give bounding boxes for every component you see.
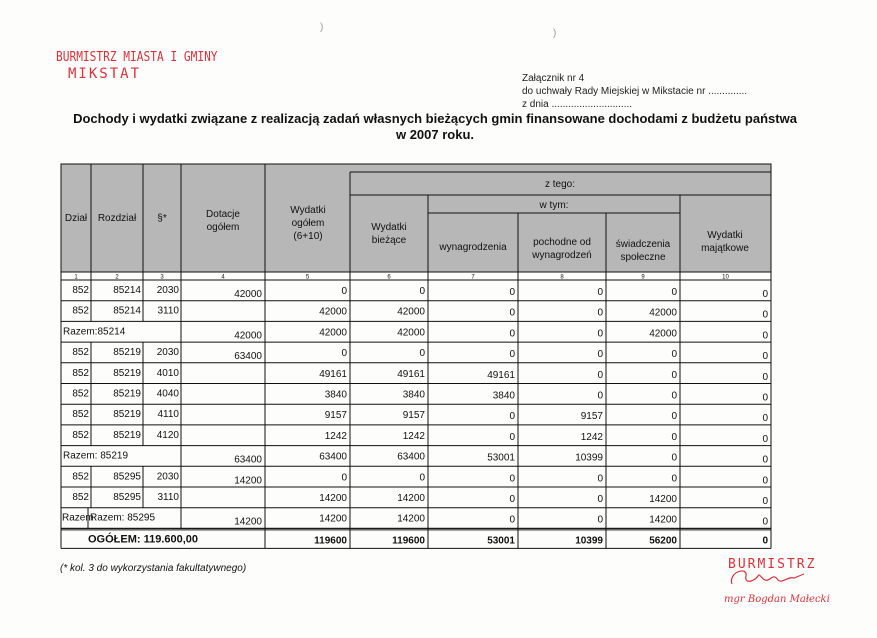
header-rozdzial: Rozdział — [97, 213, 137, 224]
cell-c9: 0 — [671, 287, 677, 298]
cell-c9: 0 — [671, 431, 677, 443]
cell-c8: 0 — [597, 473, 603, 485]
column-number: 6 — [387, 274, 391, 281]
cell-c9: 14200 — [649, 494, 677, 505]
cell-rozdzial: 85214 — [113, 305, 141, 317]
cell-dzial: 852 — [72, 285, 89, 296]
total-c8: 10399 — [575, 535, 603, 547]
title-line-1: Dochody i wydatki związane z realizacją zadań własnych bieżących gmin finansowane dochodami z budżetu państwa — [73, 111, 797, 126]
cell-c9: 0 — [671, 452, 677, 464]
total-c7: 53001 — [487, 535, 515, 547]
stamp-line-1: BURMISTRZ MIASTA I GMINY — [56, 50, 218, 65]
stamp-line-2: MIKSTAT — [68, 66, 142, 82]
stamp-bottom-line-2: mgr Bogdan Małecki — [724, 594, 830, 605]
cell-rozdzial: 85295 — [113, 492, 141, 503]
column-number: 7 — [471, 274, 475, 281]
header-w-tym: w tym: — [539, 200, 569, 211]
column-number: 5 — [305, 274, 310, 281]
cell-c9: 0 — [671, 349, 677, 361]
column-number: 2 — [115, 274, 119, 281]
cell-c10: 0 — [762, 496, 768, 507]
cell-c6: 42000 — [397, 327, 425, 339]
scan-mark: ) — [553, 28, 557, 39]
cell-c6: 0 — [419, 286, 425, 297]
cell-paragraf: 4010 — [156, 367, 179, 379]
header-biezace-2: bieżące — [371, 235, 407, 246]
cell-c5: 49161 — [319, 368, 347, 380]
header-z-tego: z tego: — [544, 179, 576, 190]
cell-c5: 9157 — [324, 410, 347, 422]
cell-paragraf: 4040 — [156, 388, 179, 400]
cell-c4: 63400 — [234, 351, 262, 363]
column-number: 10 — [722, 274, 729, 281]
cell-c8: 0 — [597, 307, 603, 319]
cell-c10: 0 — [762, 392, 768, 404]
cell-dzial: 852 — [72, 429, 89, 441]
cell-c8: 0 — [597, 328, 603, 340]
cell-c5: 63400 — [319, 451, 347, 463]
total-c9: 56200 — [649, 535, 677, 547]
column-number: 9 — [641, 274, 645, 281]
cell-c7: 0 — [509, 349, 515, 361]
body-values — [62, 275, 768, 547]
cell-c10: 0 — [762, 309, 768, 321]
column-number: 8 — [560, 274, 564, 281]
cell-c7: 0 — [509, 287, 515, 298]
header-dzial: Dział — [64, 213, 88, 224]
stamp-bottom-line-1: BURMISTRZ — [728, 557, 817, 572]
cell-dzial: 852 — [72, 347, 89, 359]
column-number: 4 — [221, 274, 225, 281]
cell-c8: 10399 — [575, 452, 603, 464]
header-wynagrodzenia: wynagrodzenia — [439, 242, 507, 253]
cell-c5: 1242 — [324, 430, 347, 442]
cell-c8: 0 — [597, 514, 603, 526]
header-biezace: Wydatki — [371, 222, 407, 233]
cell-paragraf: 4110 — [157, 409, 179, 421]
header-dotacje-2: ogółem — [206, 222, 240, 233]
cell-c5: 42000 — [319, 306, 347, 318]
column-number: 3 — [160, 274, 164, 281]
cell-c6: 0 — [419, 472, 425, 484]
cell-c7: 0 — [509, 307, 515, 319]
cell-c9: 0 — [671, 473, 677, 485]
total-c5: 119600 — [314, 535, 347, 547]
cell-c10: 0 — [762, 413, 768, 425]
cell-c5: 42000 — [319, 327, 347, 339]
cell-c8: 9157 — [580, 411, 603, 423]
cell-dzial: 852 — [72, 305, 89, 317]
cell-c4: 42000 — [234, 289, 262, 300]
cell-razem-label: Razem: 85295 — [90, 512, 156, 524]
header-wydatki: Wydatki — [290, 205, 326, 216]
cell-paragraf: 4120 — [156, 429, 179, 441]
cell-c9: 0 — [671, 411, 677, 423]
cell-c4: 14200 — [234, 516, 262, 528]
total-c10: 0 — [762, 535, 768, 547]
cell-c9: 0 — [671, 369, 677, 381]
header-dotacje: Dotacje — [206, 209, 240, 220]
cell-razem-label: Razem: 85219 — [63, 450, 129, 462]
cell-c7: 0 — [509, 494, 515, 505]
total-c6: 119600 — [392, 535, 425, 547]
cell-c6: 14200 — [397, 493, 425, 504]
cell-c6: 42000 — [397, 306, 425, 318]
cell-c4: 42000 — [234, 330, 262, 342]
cell-paragraf: 2030 — [156, 471, 179, 483]
cell-c8: 0 — [597, 349, 603, 361]
header-swiadczenia: świadczenia — [615, 239, 671, 250]
cell-c5: 0 — [341, 286, 347, 297]
cell-dzial: 852 — [72, 409, 89, 421]
cell-c7: 53001 — [487, 452, 515, 464]
cell-c7: 0 — [509, 431, 515, 443]
cell-rozdzial: 85219 — [113, 347, 141, 359]
cell-c5: 0 — [341, 348, 347, 360]
annex-line-1: Załącznik nr 4 — [522, 73, 585, 84]
cell-c10: 0 — [762, 516, 768, 528]
cell-c9: 14200 — [649, 514, 677, 526]
cell-dzial: 852 — [72, 492, 89, 503]
header-swiadczenia-2: społeczne — [620, 252, 666, 263]
scan-mark: ) — [320, 22, 324, 33]
cell-c8: 0 — [597, 287, 603, 298]
cell-rozdzial: 85219 — [113, 388, 141, 400]
cell-c7: 0 — [509, 328, 515, 340]
header-wydatki-2: ogółem — [291, 218, 325, 229]
cell-c8: 0 — [597, 390, 603, 402]
cell-c5: 14200 — [319, 493, 347, 504]
cell-paragraf: 3110 — [157, 492, 179, 503]
cell-rozdzial: 85219 — [113, 367, 141, 379]
header-majatkowe: Wydatki — [707, 230, 743, 241]
header-pochodne: pochodne od — [533, 237, 591, 248]
cell-paragraf: 2030 — [156, 285, 179, 296]
cell-paragraf: 2030 — [156, 347, 179, 359]
cell-razem-label: Razem:85214 — [63, 326, 126, 338]
cell-c6: 14200 — [397, 513, 425, 525]
cell-c4: 63400 — [234, 454, 262, 466]
cell-c6: 63400 — [397, 451, 425, 463]
cell-paragraf: 3110 — [157, 305, 179, 317]
header-majatkowe-2: majątkowe — [701, 243, 749, 254]
annex-line-2: do uchwały Rady Miejskiej w Mikstacie nr .............. — [522, 86, 748, 97]
cell-dzial: 852 — [72, 388, 89, 400]
cell-c9: 42000 — [649, 328, 677, 340]
cell-c8: 0 — [597, 369, 603, 381]
header-paragraf: §* — [157, 213, 167, 224]
cell-c6: 0 — [419, 348, 425, 360]
cell-c10: 0 — [762, 475, 768, 487]
cell-c9: 0 — [671, 390, 677, 402]
cell-c10: 0 — [762, 433, 768, 445]
cell-c10: 0 — [762, 371, 768, 383]
cell-c6: 49161 — [397, 368, 425, 380]
total-label: OGÓŁEM: 119.600,00 — [87, 533, 199, 546]
header-pochodne-2: wynagrodzeń — [532, 250, 592, 261]
title-line-2: w 2007 roku. — [395, 127, 475, 142]
cell-c6: 9157 — [402, 410, 425, 422]
cell-c10: 0 — [762, 289, 768, 300]
cell-c9: 42000 — [649, 307, 677, 319]
cell-c7: 0 — [509, 411, 515, 423]
cell-c7: 49161 — [487, 369, 515, 381]
cell-c4: 14200 — [234, 475, 262, 487]
cell-c8: 0 — [597, 494, 603, 505]
cell-c5: 3840 — [324, 389, 347, 401]
footnote: (* kol. 3 do wykorzystania fakultatywnego) — [60, 563, 247, 574]
cell-rozdzial: 85295 — [113, 471, 141, 483]
cell-c7: 3840 — [492, 390, 515, 402]
cell-c5: 0 — [341, 472, 347, 484]
cell-rozdzial: 85219 — [113, 409, 141, 421]
cell-c10: 0 — [762, 351, 768, 363]
cell-c5: 14200 — [319, 513, 347, 525]
cell-c8: 1242 — [580, 431, 603, 443]
column-number: 1 — [74, 274, 78, 281]
cell-dzial: 852 — [72, 471, 89, 483]
cell-rozdzial: 85219 — [113, 429, 141, 441]
cell-c6: 1242 — [402, 430, 425, 442]
cell-c10: 0 — [762, 454, 768, 466]
cell-c10: 0 — [762, 330, 768, 342]
cell-dzial: 852 — [72, 367, 89, 379]
cell-c7: 0 — [509, 473, 515, 485]
cell-rozdzial: 85214 — [113, 285, 141, 296]
cell-c6: 3840 — [402, 389, 425, 401]
annex-line-3: z dnia ............................. — [522, 99, 633, 110]
cell-c7: 0 — [509, 514, 515, 526]
signature-scribble — [724, 562, 814, 594]
header-wydatki-3: (6+10) — [293, 231, 323, 242]
cell-razem-prefix: Razem — [62, 512, 94, 524]
